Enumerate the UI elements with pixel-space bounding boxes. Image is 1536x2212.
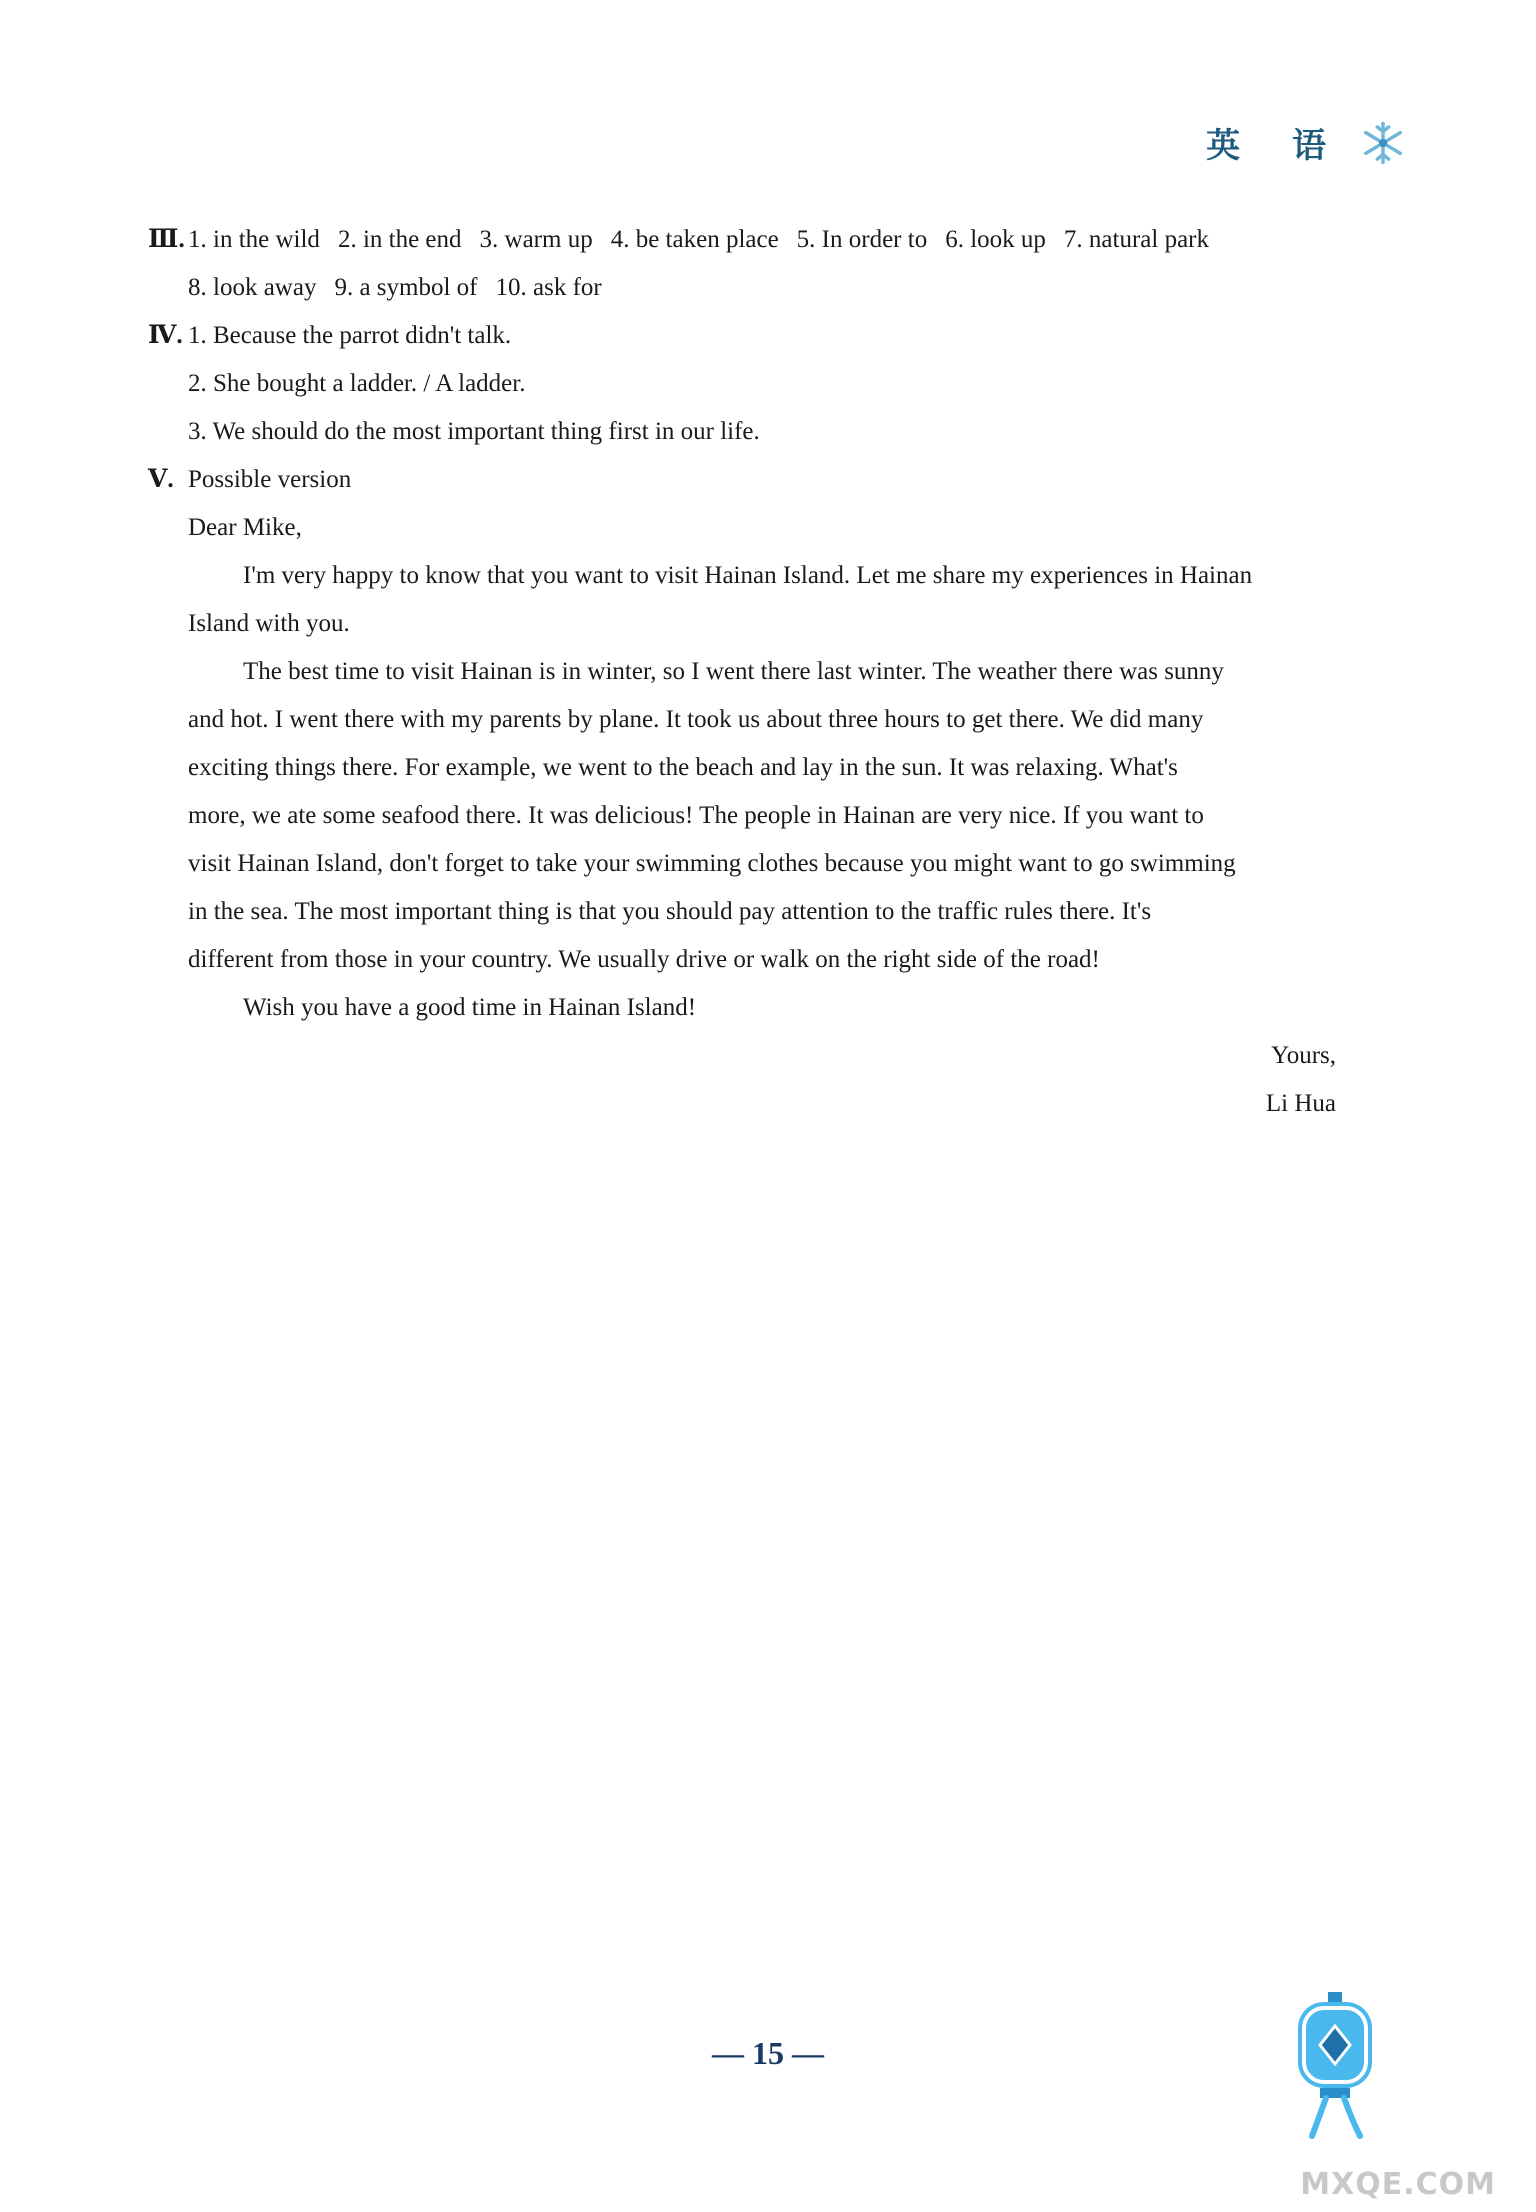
paragraph-2-line: exciting things there. For example, we went to the beach and lay in the sun. It was relaxing. What's (188, 754, 1178, 781)
section-3-line-2 (148, 264, 1336, 312)
paragraph-3-line: Wish you have a good time in Hainan Island! (243, 994, 697, 1021)
paragraph-2-line: in the sea. The most important thing is that you should pay attention to the traffic rules there. It's (188, 898, 1152, 925)
paragraph-2-line: and hot. I went there with my parents by plane. It took us about three hours to get there. We did many (188, 706, 1204, 733)
letter-closing: Yours, (1271, 1042, 1336, 1069)
section-3-numeral: Ⅲ. (148, 226, 185, 253)
paragraph-2-line: different from those in your country. We usually drive or walk on the right side of the road! (188, 946, 1100, 973)
letter-greeting: Dear Mike, (188, 514, 302, 541)
paragraph-2-line: visit Hainan Island, don't forget to take your swimming clothes because you might want to go swimming (188, 850, 1236, 877)
section-3-line-1 (148, 216, 1336, 264)
answer-item: 1. Because the parrot didn't talk. (188, 322, 512, 349)
section-4-line-2: 2. She bought a ladder. / A ladder. (188, 370, 526, 397)
answer-item: 2. in the end (337, 226, 462, 253)
paragraph-1-line: Island with you. (188, 610, 350, 637)
section-5-heading-line (148, 456, 1336, 504)
section-4-line-3: 3. We should do the most important thing first in our life. (188, 418, 760, 445)
answer-item: 1. in the wild (188, 226, 320, 253)
snowflake-icon (1360, 120, 1406, 166)
answer-item: 10. ask for (495, 274, 602, 301)
answer-item: 6. look up (945, 226, 1046, 253)
answer-item: 3. warm up (479, 226, 593, 253)
answer-item: 7. natural park (1063, 226, 1209, 253)
answer-item: 5. In order to (796, 226, 928, 253)
lantern-icon (1290, 1990, 1380, 2140)
letter-signature: Li Hua (1265, 1090, 1336, 1117)
answer-item: 9. a symbol of (334, 274, 478, 301)
page-header (1206, 118, 1406, 167)
section-5-heading: Possible version (188, 466, 352, 493)
watermark: MXQE.COM (1300, 2167, 1496, 2202)
section-4-line-1 (148, 312, 1336, 360)
subject-title: 英 语 (1206, 126, 1346, 166)
answer-item: 4. be taken place (610, 226, 779, 253)
answer-content (148, 216, 1336, 1128)
answer-item: 8. look away (188, 274, 317, 301)
paragraph-1-line: I'm very happy to know that you want to visit Hainan Island. Let me share my experiences in Hainan (243, 562, 1253, 589)
section-4-numeral: Ⅳ. (148, 322, 183, 349)
paragraph-2-line: more, we ate some seafood there. It was delicious! The people in Hainan are very nice. If you want to (188, 802, 1204, 829)
paragraph-2-line: The best time to visit Hainan is in winter, so I went there last winter. The weather there was sunny (243, 658, 1224, 685)
section-5-numeral: Ⅴ. (148, 466, 174, 493)
page-number: — 15 — (712, 2035, 824, 2071)
